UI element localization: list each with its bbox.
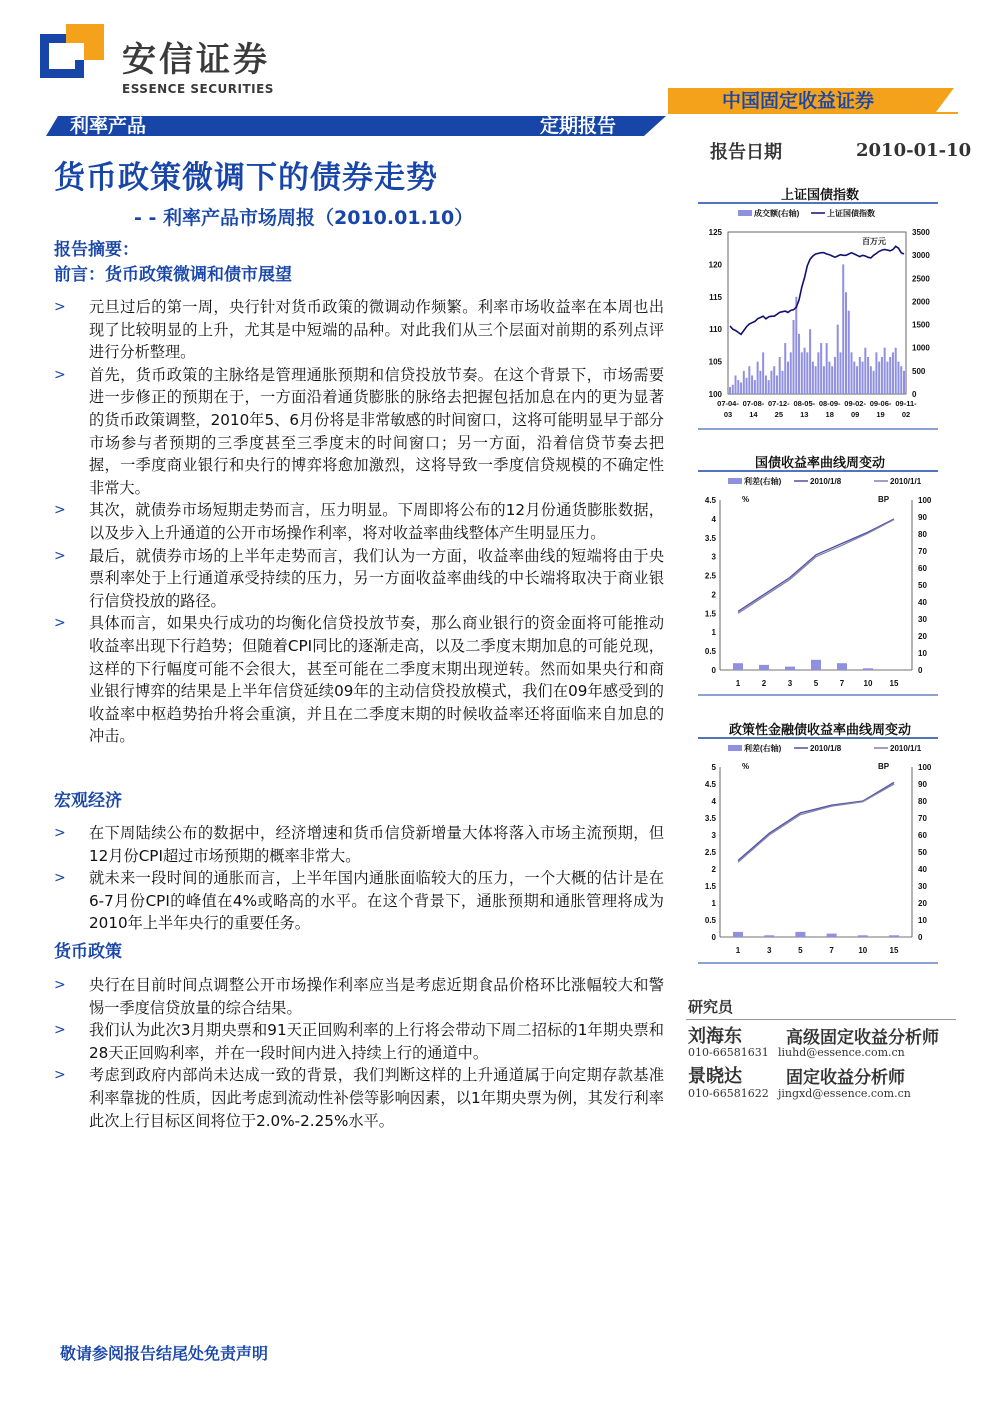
bond-index-chart (698, 202, 938, 430)
volume-bar (862, 362, 864, 394)
y-tick-left: 0 (711, 666, 716, 675)
yield-curve-line (738, 520, 894, 614)
y-tick-left: 0 (711, 933, 716, 942)
y-tick-right: 90 (918, 780, 927, 789)
volume-bar (897, 362, 899, 394)
volume-bar (859, 357, 861, 394)
y-tick-right: 3000 (912, 251, 930, 261)
logo-name-cn: 安信证券 (122, 40, 270, 80)
y-tick-right: 500 (912, 366, 926, 376)
report-date-label: 报告日期 (710, 142, 782, 163)
abstract-label: 报告摘要： (54, 240, 139, 260)
volume-bar (848, 311, 850, 394)
volume-bar (839, 352, 841, 394)
y-tick-right: 90 (918, 513, 927, 522)
researcher-title: 高级固定收益分析师 (786, 1028, 939, 1048)
arrow-bullet-icon: > (54, 870, 66, 887)
y-tick-right: 1500 (912, 320, 930, 330)
x-tick-label-bottom: 02 (901, 410, 911, 419)
spread-bar (837, 663, 847, 670)
legend-swatch (738, 210, 752, 216)
x-tick-label-top: 09-06- (869, 399, 892, 408)
x-tick-label-bottom: 09 (850, 410, 860, 419)
left-axis-unit: % (742, 495, 750, 504)
x-tick-label-bottom: 18 (825, 410, 834, 419)
volume-bar (806, 352, 808, 394)
legend-label: 成交额(右轴) (754, 209, 800, 218)
legend-label: 上证国债指数 (827, 209, 875, 218)
volume-bar (815, 366, 817, 394)
y-tick-right: 1000 (912, 343, 930, 353)
volume-bar (881, 357, 883, 394)
series-underline (668, 112, 958, 114)
y-tick-left: 3.5 (704, 533, 716, 543)
y-tick-right: 3500 (912, 228, 930, 237)
x-tick-label-bottom: 03 (723, 410, 733, 419)
volume-bar (801, 352, 803, 394)
y-tick-right: 80 (918, 530, 927, 539)
researcher-title: 固定收益分析师 (786, 1068, 905, 1088)
x-tick-label-bottom: 14 (749, 410, 758, 419)
volume-bar (864, 348, 866, 394)
volume-bar (812, 362, 814, 394)
volume-bar (820, 343, 822, 394)
spread-bar (889, 935, 899, 937)
arrow-bullet-icon: > (54, 502, 66, 519)
volume-bar (823, 366, 825, 394)
section-heading: 前言：货币政策微调和债市展望 (54, 265, 292, 285)
page-title: 货币政策微调下的债券走势 (54, 160, 438, 196)
y-tick-left: 0.5 (704, 647, 716, 657)
y-tick-left: 4 (711, 514, 716, 524)
index-line (730, 246, 904, 334)
yield-curve-line (738, 782, 894, 860)
volume-bar (817, 352, 819, 394)
x-tick-label: 10 (863, 679, 873, 688)
spread-bar (785, 667, 795, 670)
arrow-bullet-icon: > (54, 1067, 66, 1084)
researchers-heading: 研究员 (688, 998, 734, 1016)
x-tick-label-top: 07-08- (742, 399, 765, 408)
y-tick-right: 60 (918, 564, 927, 573)
volume-bar (781, 371, 783, 394)
y-tick-right: 0 (918, 933, 923, 942)
volume-bar (878, 362, 880, 394)
bullet-list (54, 822, 664, 935)
volume-bar (748, 366, 750, 394)
x-tick-label: 1 (735, 679, 741, 688)
y-tick-left: 2.5 (704, 571, 716, 581)
volume-bar (875, 352, 877, 394)
volume-bar (784, 343, 786, 394)
section-heading: 货币政策 (54, 942, 122, 962)
chart-title: 上证国债指数 (780, 188, 859, 203)
list-item: > 首先，货币政策的主脉络是管理通胀预期和信贷投放节奏。在这个背景下，市场需要进一步修正的预期在于，一方面沿着通货膨胀的脉络去把握包括加息在内的更为显著的货币政策调整，2010年5、6月份将是非常敏感的时间窗口，这将可能明显早于部分市场参与者预期的三季度甚至三季度末的时间窗口；另一方面，沿着信贷节奏去把握，一季度商业银行和央行的博弈将愈加激烈，这将导致一季度信贷规模的不确定性非常大。 (54, 365, 664, 497)
volume-bar (757, 362, 759, 394)
spread-bar (733, 932, 743, 937)
y-tick-left: 125 (708, 228, 722, 237)
volume-bar (900, 366, 902, 394)
chart-title: 国债收益率曲线周变动 (754, 456, 885, 471)
x-tick-label-top: 08-09- (818, 399, 841, 408)
left-axis-unit: % (742, 762, 750, 771)
x-tick-label: 7 (829, 946, 834, 955)
y-tick-left: 4.5 (704, 780, 716, 789)
y-tick-right: 0 (918, 666, 923, 675)
y-tick-right: 40 (918, 865, 927, 874)
volume-bar (776, 375, 778, 394)
volume-bar (867, 357, 869, 394)
x-tick-label-bottom: 13 (800, 410, 809, 419)
y-tick-left: 105 (708, 357, 722, 367)
list-item: > 我们认为此次3月期央票和91天正回购利率的上行将会带动下周二招标的1年期央票和28天正回购利率，并在一段时间内进入持续上行的通道中。 (54, 1021, 664, 1062)
page-subtitle: - - 利率产品市场周报（2010.01.10） (134, 207, 474, 229)
researcher-email: liuhd@essence.com.cn (778, 1046, 905, 1059)
volume-bar (837, 325, 839, 394)
researcher-email: jingxd@essence.com.cn (778, 1087, 911, 1100)
volume-bar (884, 348, 886, 394)
volume-bar (845, 292, 847, 394)
volume-bar (762, 352, 764, 394)
volume-bar (787, 362, 789, 394)
volume-bar (793, 320, 795, 394)
series-label: 中国固定收益证券 (722, 90, 875, 112)
x-tick-label: 15 (889, 679, 899, 688)
policy-bank-yield-chart (698, 737, 938, 964)
arrow-bullet-icon: > (54, 366, 66, 383)
y-tick-right: 10 (918, 649, 927, 658)
spread-bar (764, 935, 774, 937)
volume-bar (856, 366, 858, 394)
disclaimer-note: 敬请参阅报告结尾处免责声明 (60, 1344, 269, 1363)
divider (686, 1019, 956, 1020)
volume-bar (729, 387, 731, 394)
spread-bar (827, 934, 837, 937)
y-tick-left: 1.5 (704, 609, 716, 619)
spread-bar (759, 665, 769, 670)
volume-bar (740, 382, 742, 394)
x-tick-label: 3 (787, 679, 793, 688)
volume-bar (851, 352, 853, 394)
volume-bar (743, 371, 745, 394)
y-tick-left: 0.5 (704, 916, 716, 925)
volume-bar (842, 264, 844, 394)
volume-bar (773, 366, 775, 394)
volume-bar (895, 348, 897, 394)
list-item: > 考虑到政府内部尚未达成一致的背景，我们判断这样的上升通道属于向定期存款基准利率靠拢的性质，因此考虑到流动性补偿等影响因素，以1年期央票为例，其发行利率此次上行目标区间将位于2.0%-2.25%水平。 (54, 1066, 664, 1130)
spread-bar (733, 663, 743, 670)
spread-bar (795, 932, 805, 937)
volume-bar (795, 297, 797, 394)
y-tick-right: 2500 (912, 274, 930, 284)
y-tick-right: 10 (918, 916, 927, 925)
logo-name-en: ESSENCE SECURITIES (122, 82, 274, 96)
y-tick-right: 100 (918, 496, 932, 505)
section-heading: 宏观经济 (54, 791, 122, 811)
volume-bar (779, 357, 781, 394)
volume-bar (886, 362, 888, 394)
right-axis-unit: 百万元 (862, 237, 886, 246)
chart-title: 政策性金融债收益率曲线周变动 (728, 723, 911, 738)
y-tick-right: 50 (918, 581, 927, 590)
legend-label: 2010/1/8 (810, 744, 842, 753)
list-item: > 最后，就债券市场的上半年走势而言，我们认为一方面，收益率曲线的短端将由于央票利率处于上行通道承受持续的压力，另一方面收益率曲线的中长端将取决于商业银行信贷投放的路径。 (54, 546, 664, 610)
y-tick-left: 5 (711, 763, 716, 772)
spread-bar (811, 660, 821, 670)
spread-bar (863, 668, 873, 670)
y-tick-left: 3 (711, 831, 716, 840)
volume-bar (790, 352, 792, 394)
y-tick-right: 30 (918, 615, 927, 624)
list-item: > 元旦过后的第一周，央行针对货币政策的微调动作频繁。利率市场收益率在本周也出现了比较明显的上升，尤其是中短端的品种。对此我们从三个层面对前期的系列点评进行分析整理。 (54, 298, 664, 362)
bullet-list (54, 974, 664, 1132)
x-tick-label: 2 (761, 679, 767, 688)
x-tick-label: 15 (889, 946, 899, 955)
legend-label: 2010/1/1 (890, 477, 922, 486)
y-tick-right: 70 (918, 814, 927, 823)
legend-swatch (728, 745, 742, 751)
x-tick-label-top: 07-12- (768, 399, 790, 408)
legend-label: 2010/1/8 (810, 477, 842, 486)
report-date: 2010-01-10 (856, 140, 972, 161)
arrow-bullet-icon: > (54, 299, 66, 315)
volume-bar (754, 380, 756, 394)
researcher-phone: 010-66581622 (688, 1087, 769, 1100)
y-tick-right: 30 (918, 882, 927, 891)
y-tick-right: 70 (918, 547, 927, 556)
category-label: 利率产品 (70, 115, 147, 137)
y-tick-left: 1 (711, 628, 716, 638)
report-type-label: 定期报告 (540, 115, 617, 137)
legend-swatch (728, 478, 742, 484)
x-tick-label: 5 (813, 679, 819, 688)
volume-bar (834, 357, 836, 394)
logo-icon (40, 24, 104, 78)
x-tick-label-top: 09-02- (844, 399, 866, 408)
volume-bar (809, 329, 811, 394)
volume-bar (828, 362, 830, 394)
x-tick-label-top: 07-04- (717, 399, 739, 408)
arrow-bullet-icon: > (54, 547, 66, 564)
y-tick-right: 100 (918, 763, 932, 772)
researcher-phone: 010-66581631 (688, 1046, 769, 1059)
volume-bar (768, 380, 770, 394)
researcher-name: 景晓达 (688, 1066, 742, 1087)
y-tick-left: 1 (711, 899, 716, 908)
legend-label: 利差(右轴) (744, 744, 782, 753)
y-tick-right: 50 (918, 848, 927, 857)
arrow-bullet-icon: > (54, 615, 66, 632)
x-tick-label: 1 (735, 946, 741, 955)
y-tick-left: 120 (708, 260, 722, 270)
y-tick-left: 4 (711, 797, 716, 806)
y-tick-left: 2 (711, 590, 716, 600)
volume-bar (759, 371, 761, 394)
bullet-list (54, 296, 664, 748)
y-tick-right: 60 (918, 831, 927, 840)
volume-bar (751, 375, 753, 394)
list-item: > 具体而言，如果央行成功的均衡化信贷投放节奏，那么商业银行的资金面将可能推动收益率出现下行趋势；但随着CPI同比的逐渐走高，以及二季度末期加息的可能兑现，这样的下行幅度可能不会很大，甚至可能在二季度末期出现逆转。然而如果央行和商业银行博弈的结果是上半年信贷延续09年的主动信贷投放模式，我们在09年感受到的收益率中枢趋势抬升将会重演，并且在二季度末期的时候收益率还将面临来自加息的冲击。 (54, 614, 664, 746)
volume-bar (798, 334, 800, 394)
y-tick-left: 3 (711, 552, 716, 562)
volume-bar (873, 371, 875, 394)
y-tick-right: 0 (912, 390, 917, 399)
treasury-yield-chart (698, 470, 938, 696)
list-item: > 在下周陆续公布的数据中，经济增速和货币信贷新增量大体将落入市场主流预期，但12月份CPI超过市场预期的概率非常大。 (54, 824, 664, 865)
volume-bar (804, 348, 806, 394)
y-tick-right: 40 (918, 598, 927, 607)
y-tick-left: 4.5 (704, 496, 716, 505)
researcher-name: 刘海东 (688, 1026, 742, 1047)
y-tick-left: 3.5 (704, 814, 716, 823)
y-tick-left: 2 (711, 865, 716, 874)
volume-bar (732, 385, 734, 394)
volume-bar (903, 371, 905, 394)
volume-bar (870, 366, 872, 394)
arrow-bullet-icon: > (54, 1022, 66, 1039)
volume-bar (853, 362, 855, 394)
legend-label: 2010/1/1 (890, 744, 922, 753)
x-tick-label-top: 09-11- (895, 399, 917, 408)
volume-bar (831, 366, 833, 394)
x-tick-label: 5 (798, 946, 803, 955)
x-tick-label-bottom: 25 (774, 410, 784, 419)
volume-bar (889, 357, 891, 394)
volume-bar (746, 378, 748, 394)
x-tick-label: 7 (839, 679, 845, 688)
legend-label: 利差(右轴) (744, 477, 782, 486)
volume-bar (735, 375, 737, 394)
x-tick-label-bottom: 19 (876, 410, 885, 419)
volume-bar (737, 380, 739, 394)
list-item: > 就未来一段时间的通胀而言，上半年国内通胀面临较大的压力，一个大概的估计是在6-7月份CPI的峰值在4%或略高的水平。在这个背景下，通胀预期和通胀管理将成为2010年上半年央行的重要任务。 (54, 869, 664, 933)
arrow-bullet-icon: > (54, 825, 66, 841)
x-tick-label-top: 08-05- (793, 399, 816, 408)
y-tick-left: 115 (709, 292, 722, 302)
arrow-bullet-icon: > (54, 977, 66, 993)
x-tick-label: 10 (858, 946, 868, 955)
y-tick-right: 20 (918, 632, 927, 641)
y-tick-left: 110 (709, 325, 722, 335)
y-tick-right: 80 (918, 797, 927, 806)
y-tick-right: 20 (918, 899, 927, 908)
x-tick-label: 3 (766, 946, 772, 955)
y-tick-left: 2.5 (704, 848, 716, 857)
right-axis-unit: BP (878, 495, 890, 504)
y-tick-left: 100 (708, 390, 722, 399)
volume-bar (770, 371, 772, 394)
volume-bar (892, 352, 894, 394)
list-item: > 其次，就债券市场短期走势而言，压力明显。下周即将公布的12月份通货膨胀数据，以及步入上升通道的公开市场操作利率，将对收益率曲线整体产生明显压力。 (54, 501, 664, 542)
volume-bar (765, 375, 767, 394)
y-tick-left: 1.5 (704, 882, 716, 891)
right-axis-unit: BP (878, 762, 890, 771)
list-item: > 央行在目前时间点调整公开市场操作利率应当是考虑近期食品价格环比涨幅较大和警惕一季度信贷放量的综合结果。 (54, 976, 664, 1017)
y-tick-right: 2000 (912, 297, 930, 307)
spread-bar (858, 935, 868, 937)
volume-bar (826, 343, 828, 394)
